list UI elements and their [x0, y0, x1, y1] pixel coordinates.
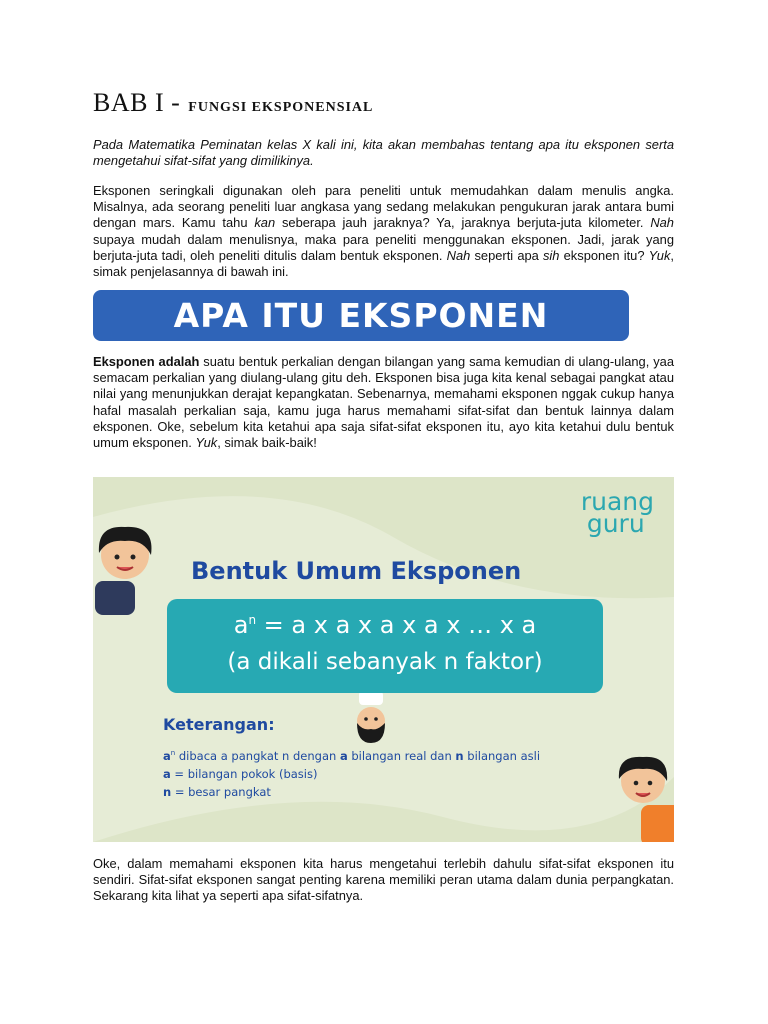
exponent-infographic: [93, 477, 674, 842]
legend-line-2: a = bilangan pokok (basis): [163, 767, 318, 781]
kid-illustration-right: [603, 751, 674, 842]
formula-note: (a dikali sebanyak n faktor): [227, 649, 543, 675]
chapter-title: FUNGSI EKSPONENSIAL: [188, 100, 374, 115]
kid-illustration-center: [351, 691, 391, 745]
infographic-title: Bentuk Umum Eksponen: [191, 557, 522, 585]
paragraph-properties-intro: Oke, dalam memahami eksponen kita harus mengetahui terlebih dahulu sifat-sifat eksponen itu sendiri. Sifat-sifat eksponen sangat penting karena memiliki peran utama dalam dunia perpangkatan. Sekarang kita lihat ya seperti apa sifat-sifatnya.: [93, 856, 674, 904]
formula-box: [167, 599, 603, 693]
paragraph-definition: Eksponen adalah suatu bentuk perkalian dengan bilangan yang sama kemudian di ulang-ulang, yaa semacam perkalian yang diulang-ulang gitu deh. Eksponen bisa juga kita kenal sebagai pangkat atau nilai yang menunjukkan derajat kepangkatan. Sebenarnya, memahami eksponen nggak cukup hanya hafal masalah perkalian saja, kamu juga harus memahami sifat-sifat dan bentuk lainnya dalam eksponen. Oke, sebelum kita ketahui apa saja sifat-sifat eksponen itu, ayo kita ketahui dulu bentuk umum eksponen. Yuk, simak baik-baik!: [93, 354, 674, 451]
intro-paragraph: Pada Matematika Peminatan kelas X kali ini, kita akan membahas tentang apa itu eksponen serta mengetahui sifat-sifat yang dimilikinya.: [93, 137, 674, 169]
ruangguru-logo: ruang guru: [580, 487, 654, 538]
chapter-number: BAB I -: [93, 88, 181, 117]
exponent-formula: $a^n = a$ x a x a x a x … x a: [233, 611, 537, 639]
section-banner: APA ITU EKSPONEN: [93, 290, 629, 341]
legend-line-1: $a^n$ dibaca a pangkat n dengan a bilangan real dan n bilangan asli: [163, 749, 541, 763]
paragraph-exponent-usage: Eksponen seringkali digunakan oleh para peneliti untuk memudahkan dalam menulis angka. Misalnya, ada seorang peneliti luar angkasa yang sedang melakukan pengukuran jarak antara bumi dengan mars. Kamu tahu kan seberapa jauh jaraknya? Ya, jaraknya berjuta-juta kilometer. Nah supaya mudah dalam menulisnya, maka para peneliti menggunakan eksponen. Jadi, jarak yang berjuta-juta tadi, oleh peneliti ditulis dalam bentuk eksponen. Nah seperti apa sih eksponen itu? Yuk, simak penjelasannya di bawah ini.: [93, 183, 674, 280]
chapter-heading: [93, 88, 373, 118]
kid-illustration-left: [93, 515, 165, 615]
legend-line-3: n = besar pangkat: [163, 785, 271, 799]
legend-title: Keterangan:: [163, 715, 275, 734]
